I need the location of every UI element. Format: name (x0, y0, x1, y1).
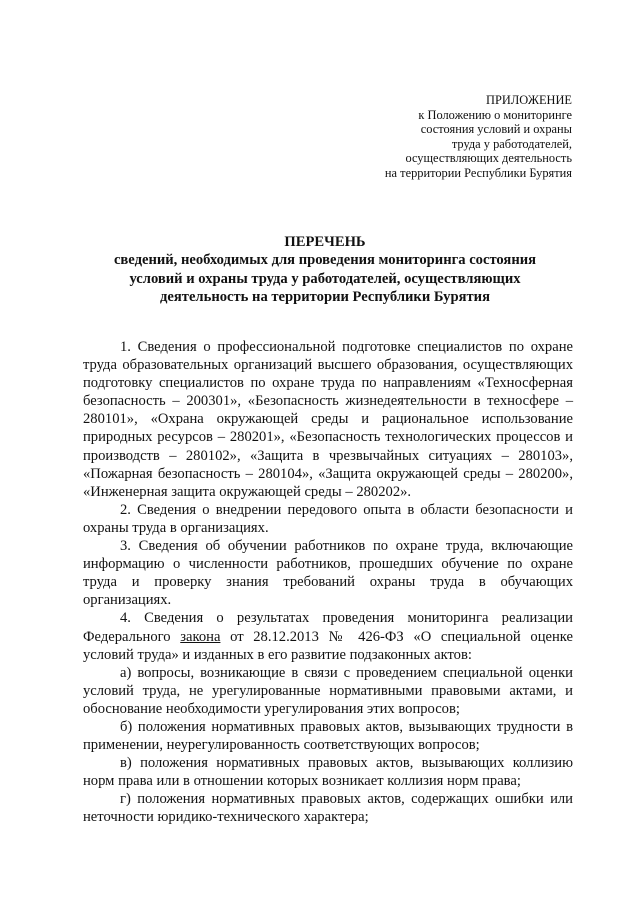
appendix-line: осуществляющих деятельность (405, 151, 572, 166)
appendix-line: к Положению о мониторинге (418, 107, 572, 122)
appendix-line: ПРИЛОЖЕНИЕ (486, 93, 572, 107)
law-link[interactable]: закона (180, 628, 221, 645)
item-4 (83, 609, 573, 663)
appendix-line: состояния условий и охраны (420, 122, 572, 137)
title-line: сведений, необходимых для проведения мониторинга состояния (113, 252, 537, 269)
item-4-text-end: от 28.12.2013 № 426-ФЗ «О специальной оценке условий труда» и изданных в его развитие подзаконных актов: (83, 628, 573, 663)
item-4-a: а) вопросы, возникающие в связи с проведением специальной оценки условий труда, не урегулированные нормативными правовыми актами, и обоснование необходимости урегулирования этих вопросов; (83, 664, 573, 717)
appendix-line: на территории Республики Бурятия (384, 165, 572, 180)
appendix-header (300, 93, 572, 181)
document-body (83, 338, 573, 827)
item-4-text: 4. Сведения о результатах проведения мониторинга реализации Федерального (83, 610, 573, 645)
item-2: 2. Сведения о внедрении передового опыта в области безопасности и охраны труда в организациях. (83, 501, 573, 536)
item-4-g: г) положения нормативных правовых актов, содержащих ошибки или неточности юридико-технического характера; (83, 791, 573, 826)
title-line: деятельность на территории Республики Бурятия (160, 289, 490, 306)
item-4-v: в) положения нормативных правовых актов, вызывающих коллизию норм права или в отношении которых возникает коллизия норм права; (83, 755, 573, 790)
item-1: 1. Сведения о профессиональной подготовке специалистов по охране труда образовательных организаций высшего образования, осуществляющих подготовку специалистов по охране труда по направлениям «Техносферная безопасность – 200301», «Безопасность жизнедеятельности в техносфере – 280101», «Охрана окружающей среды и рациональное использование природных ресурсов – 280201», «Безопасность технологических процессов и производств – 280102», «Защита в чрезвычайных ситуациях – 280103», «Пожарная безопасность – 280104», «Защита окружающей среды – 280200», «Инженерная защита окружающей среды – 280202». (83, 339, 573, 500)
item-3: 3. Сведения об обучении работников по охране труда, включающие информацию о численности работников, прошедших обучение по охране труда и проверку знания требований охраны труда в обучающих организациях. (83, 538, 573, 609)
document-title (60, 233, 590, 307)
item-4-b: б) положения нормативных правовых актов, вызывающих трудности в применении, неурегулированность соответствующих вопросов; (83, 718, 573, 754)
title-line: условий и охраны труда у работодателей, осуществляющих (129, 270, 521, 287)
appendix-line: труда у работодателей, (451, 136, 572, 151)
title-heading: ПЕРЕЧЕНЬ (284, 234, 366, 250)
